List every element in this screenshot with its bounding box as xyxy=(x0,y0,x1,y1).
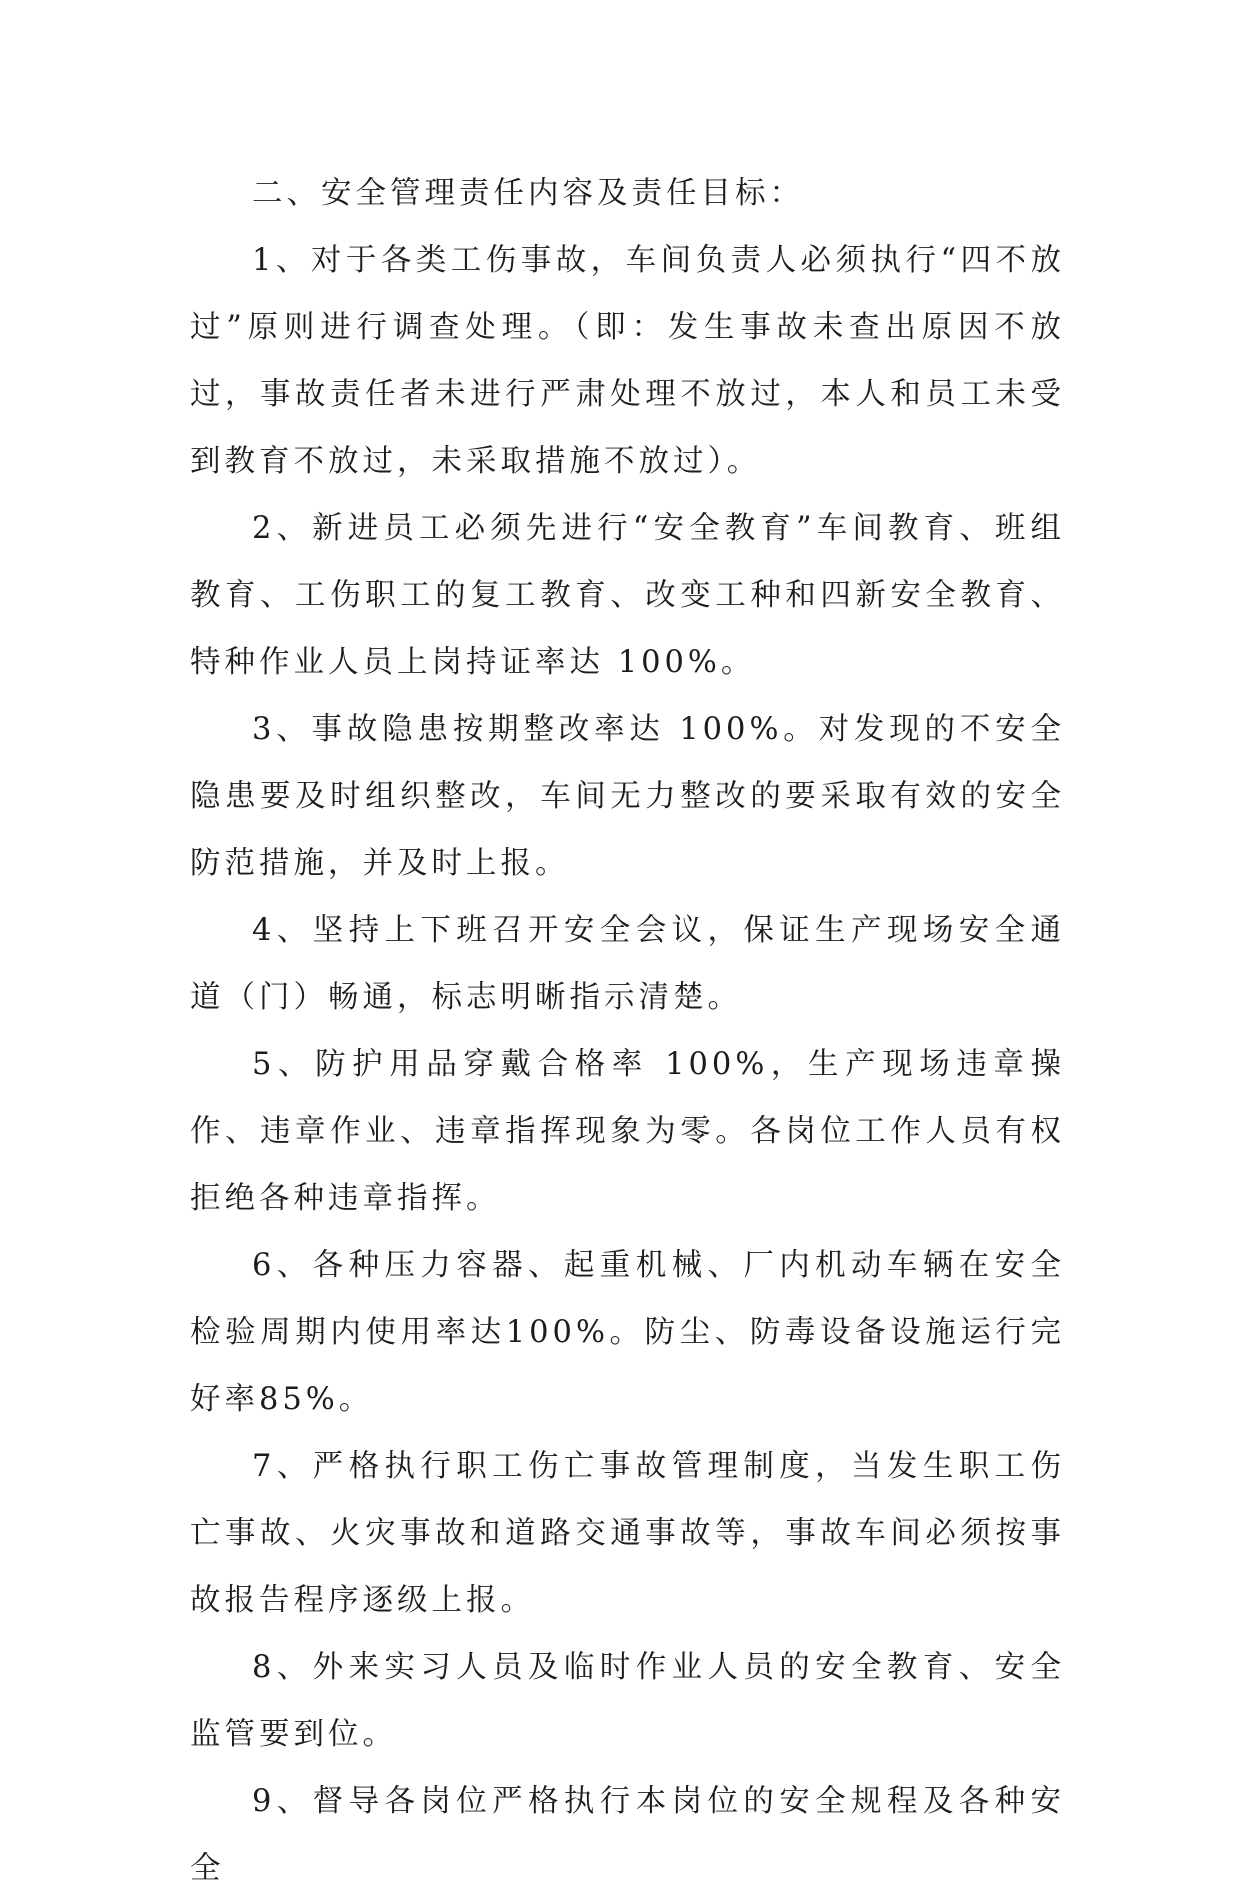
paragraph-item-9: 9、督导各岗位严格执行本岗位的安全规程及各种安全 xyxy=(190,1784,1065,1886)
paragraph-item-4: 4、坚持上下班召开安全会议，保证生产现场安全通道（门）畅通，标志明晰指示清楚。 xyxy=(190,913,1065,1015)
paragraph-item-7: 7、严格执行职工伤亡事故管理制度，当发生职工伤亡事故、火灾事故和道路交通事故等，事故车间必须按事故报告程序逐级上报。 xyxy=(190,1449,1065,1618)
paragraph-item-1: 1、对于各类工伤事故，车间负责人必须执行“四不放过”原则进行调查处理。（即：发生事故未查出原因不放过，事故责任者未进行严肃处理不放过，本人和员工未受到教育不放过，未采取措施不放过）。 xyxy=(190,243,1065,479)
paragraph-item-3: 3、事故隐患按期整改率达 100%。对发现的不安全隐患要及时组织整改，车间无力整改的要采取有效的安全防范措施，并及时上报。 xyxy=(190,712,1065,881)
paragraph-item-5: 5、防护用品穿戴合格率 100%，生产现场违章操作、违章作业、违章指挥现象为零。各岗位工作人员有权拒绝各种违章指挥。 xyxy=(190,1047,1065,1216)
paragraph-item-2: 2、新进员工必须先进行“安全教育”车间教育、班组教育、工伤职工的复工教育、改变工种和四新安全教育、特种作业人员上岗持证率达 100%。 xyxy=(190,511,1065,680)
paragraph-item-8: 8、外来实习人员及临时作业人员的安全教育、安全监管要到位。 xyxy=(190,1650,1065,1752)
document-body xyxy=(190,160,1065,1902)
paragraph-item-6: 6、各种压力容器、起重机械、厂内机动车辆在安全检验周期内使用率达100%。防尘、防毒设备设施运行完好率85%。 xyxy=(190,1248,1065,1417)
section-heading: 二、安全管理责任内容及责任目标： xyxy=(252,176,804,211)
